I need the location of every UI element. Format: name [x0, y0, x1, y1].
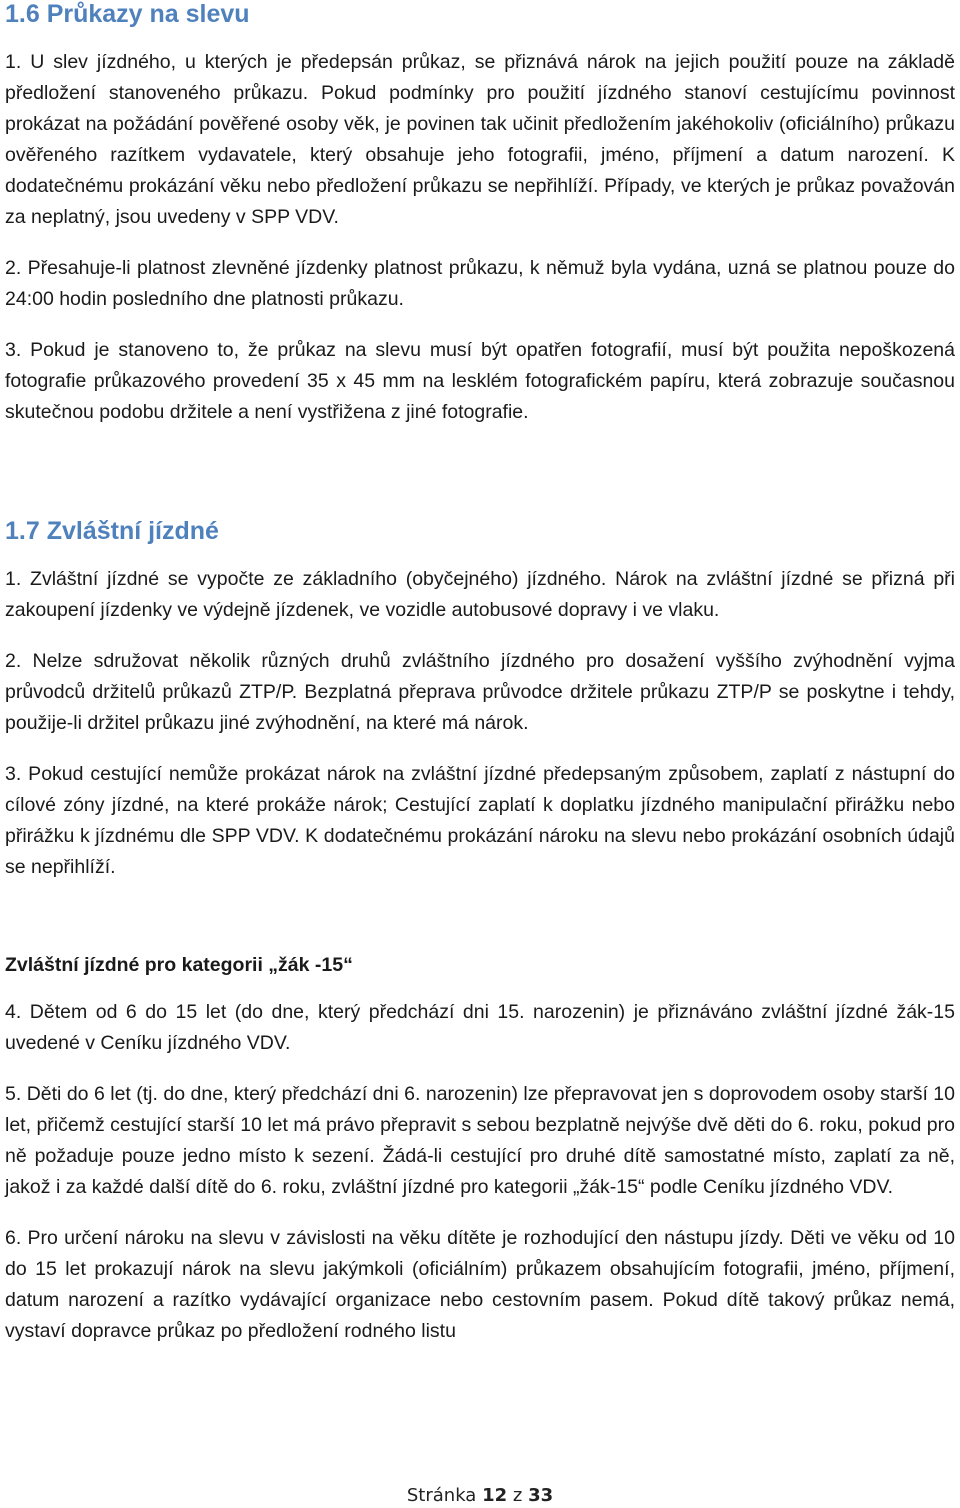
footer-current-page: 12 [482, 1485, 508, 1506]
subsection-heading-zak: Zvláštní jízdné pro kategorii „žák -15“ [5, 954, 353, 976]
paragraph-1-6-2: 2. Přesahuje-li platnost zlevněné jízdenky platnost průkazu, k němuž byla vydána, uzná se platnou pouze do 24:00 hodin posledního dne platnosti průkazu. [5, 257, 955, 310]
paragraph-1-7-2: 2. Nelze sdružovat několik různých druhů zvláštního jízdného pro dosažení vyššího zvýhodnění vyjma průvodců držitelů průkazů ZTP/P. Bezplatná přeprava průvodce držitele průkazu ZTP/P se poskytne i tehdy, použije-li držitel průkazu jiné zvýhodnění, na které má nárok. [5, 650, 955, 734]
document-page [5, 0, 955, 1347]
paragraph-1-7-3: 3. Pokud cestující nemůže prokázat nárok na zvláštní jízdné předepsaným způsobem, zaplatí z nástupní do cílové zóny jízdné, na které prokáže nárok; Cestující zaplatí k doplatku jízdného manipulační přirážku nebo přirážku k jízdnému dle SPP VDV. K dodatečnému prokázání nároku na slevu nebo prokázání osobních údajů se nepřihlíží. [5, 763, 955, 878]
paragraph-1-6-3: 3. Pokud je stanoveno to, že průkaz na slevu musí být opatřen fotografií, musí být použita nepoškozená fotografie průkazového provedení 35 x 45 mm na lesklém fotografickém papíru, která zobrazuje současnou skutečnou podobu držitele a není vystřižena z jiné fotografie. [5, 339, 955, 423]
footer-separator: z [512, 1485, 523, 1506]
page-footer [0, 1484, 960, 1508]
paragraph-zak-5: 5. Děti do 6 let (tj. do dne, který předchází dni 6. narozenin) lze přepravovat jen s doprovodem osoby starší 10 let, přičemž cestující starší 10 let má právo přepravit s sebou bezplatně nejvýše dvě děti do 6. roku, pokud pro ně požaduje pouze jedno místo k sezení. Žádá-li cestující pro druhé dítě samostatné místo, zaplatí za ně, jakož i za každé další dítě do 6. roku, zvláštní jízdné pro kategorii „žák-15“ podle Ceníku jízdného VDV. [5, 1083, 955, 1198]
section-heading-1-7: 1.7 Zvláštní jízdné [5, 517, 219, 545]
section-heading-1-6: 1.6 Průkazy na slevu [5, 0, 250, 28]
footer-prefix: Stránka [406, 1485, 477, 1506]
paragraph-zak-6: 6. Pro určení nároku na slevu v závislosti na věku dítěte je rozhodující den nástupu jízdy. Děti ve věku od 10 do 15 let prokazují nárok na slevu jakýmkoli (oficiálním) průkazem obsahujícím fotografii, jméno, příjmení, datum narození a razítko vydávající organizace nebo cestovním pasem. Pokud dítě takový průkaz nemá, vystaví dopravce průkaz po předložení rodného listu [5, 1227, 955, 1342]
footer-total-pages: 33 [528, 1485, 554, 1506]
paragraph-1-7-1: 1. Zvláštní jízdné se vypočte ze základního (obyčejného) jízdného. Nárok na zvláštní jízdné se přizná při zakoupení jízdenky ve výdejně jízdenek, ve vozidle autobusové dopravy i ve vlaku. [5, 568, 955, 621]
paragraph-zak-4: 4. Dětem od 6 do 15 let (do dne, který předchází dni 15. narozenin) je přiznáváno zvláštní jízdné žák-15 uvedené v Ceníku jízdného VDV. [5, 1001, 955, 1054]
paragraph-1-6-1: 1. U slev jízdného, u kterých je předepsán průkaz, se přiznává nárok na jejich použití pouze na základě předložení stanoveného průkazu. Pokud podmínky pro použití jízdného stanoví cestujícímu povinnost prokázat na požádání pověřené osoby věk, je povinen tak učinit předložením jakéhokoliv (oficiálního) průkazu ověřeného razítkem vydavatele, který obsahuje jeho fotografii, jméno, příjmení a datum narození. K dodatečnému prokázání věku nebo předložení průkazu se nepřihlíží. Případy, ve kterých je průkaz považován za neplatný, jsou uvedeny v SPP VDV. [5, 51, 955, 228]
